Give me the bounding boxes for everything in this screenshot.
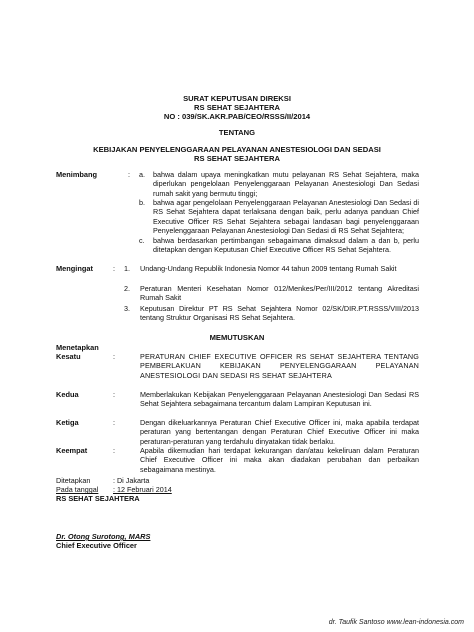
mengingat-item-1: Undang-Undang Republik Indonesia Nomor 44 tahun 2009 tentang Rumah Sakit bbox=[140, 264, 397, 273]
mengingat-marker-2: 2. bbox=[124, 284, 130, 293]
menimbang-item-a: bahwa dalam upaya meningkatkan mutu pelayanan RS Sehat Sejahtera, maka diperlukan pengelolaan Penyelenggaraan Pelayanan Anestesiologi Dan Sedasi rumah sakit yang bermutu tinggi; bbox=[153, 170, 419, 198]
kesatu-text: PERATURAN CHIEF EXECUTIVE OFFICER RS SEHAT SEJAHTERA TENTANG PEMBERLAKUAN KEBIJAKAN PENYELENGGARAAN PELAYANAN ANESTESIOLOGI DAN SEDASI RS SEHAT SEJAHTERA bbox=[140, 352, 419, 380]
signer-title: Chief Executive Officer bbox=[56, 541, 137, 550]
tentang-heading: TENTANG bbox=[218, 128, 256, 137]
menimbang-colon: : bbox=[128, 170, 130, 179]
memutuskan-heading: MEMUTUSKAN bbox=[209, 333, 265, 342]
ketiga-text: Dengan dikeluarkannya Peraturan Chief Executive Officer ini, maka apabila terdapat peraturan yang bertentangan dengan Peraturan Chief Executive Officer ini maka peraturan-peraturan yang terdahulu dinyatakan tidak berlaku. bbox=[140, 418, 419, 446]
kedua-text: Memberlakukan Kebijakan Penyelenggaraan Pelayanan Anestesiologi Dan Sedasi RS Sehat Sejahtera sebagaimana tercantum dalam Lampiran Keputusan ini. bbox=[140, 390, 419, 409]
closing-org: RS SEHAT SEJAHTERA bbox=[56, 494, 140, 503]
mengingat-item-3: Keputusan Direktur PT RS Sehat Sejahtera Nomor 02/SK/DIR.PT.RSSS/VIII/2013 tentang Struktur Organisasi RS Sehat Sejahtera. bbox=[140, 304, 419, 323]
letter-title: SURAT KEPUTUSAN DIREKSI bbox=[183, 94, 291, 103]
ditetapkan-value: : Di Jakarta bbox=[113, 476, 150, 485]
menetapkan-label: Menetapkan bbox=[56, 343, 99, 352]
mengingat-label: Mengingat bbox=[56, 264, 93, 273]
kedua-colon: : bbox=[113, 390, 115, 399]
subject-line-2: RS SEHAT SEJAHTERA bbox=[194, 154, 280, 163]
tanggal-label: Pada tanggal bbox=[56, 485, 99, 494]
kedua-label: Kedua bbox=[56, 390, 79, 399]
ketiga-colon: : bbox=[113, 418, 115, 427]
hospital-name: RS SEHAT SEJAHTERA bbox=[194, 103, 280, 112]
mengingat-colon: : bbox=[113, 264, 115, 273]
subject-line-1: KEBIJAKAN PENYELENGGARAAN PELAYANAN ANESTESIOLOGI DAN SEDASI bbox=[93, 145, 381, 154]
menimbang-marker-a: a. bbox=[139, 170, 145, 179]
signer-name: Dr. Otong Surotong, MARS bbox=[56, 532, 151, 541]
menimbang-marker-b: b. bbox=[139, 198, 145, 207]
menimbang-label: Menimbang bbox=[56, 170, 98, 179]
footer-credit: dr. Taufik Santoso www.lean-indonesia.com bbox=[328, 619, 464, 626]
mengingat-marker-3: 3. bbox=[124, 304, 130, 313]
mengingat-marker-1: 1. bbox=[124, 264, 130, 273]
mengingat-item-2: Peraturan Menteri Kesehatan Nomor 012/Menkes/Per/III/2012 tentang Akreditasi Rumah Sakit bbox=[140, 284, 419, 303]
ditetapkan-label: Ditetapkan bbox=[56, 476, 91, 485]
keempat-colon: : bbox=[113, 446, 115, 455]
keempat-label: Keempat bbox=[56, 446, 88, 455]
menimbang-item-c: bahwa berdasarkan pertimbangan sebagaimana dimaksud dalam a dan b, perlu ditetapkan dengan Keputusan Chief Executive Officer RS Sehat Sejahtera. bbox=[153, 236, 419, 255]
keempat-text: Apabila dikemudian hari terdapat kekurangan dan/atau kekeliruan dalam Peraturan Chief Executive Officer ini maka akan diadakan perubahan dan perbaikan sebagaimana mestinya. bbox=[140, 446, 419, 474]
tanggal-value: : 12 Februari 2014 bbox=[113, 485, 172, 494]
kesatu-colon: : bbox=[113, 352, 115, 361]
kesatu-label: Kesatu bbox=[56, 352, 81, 361]
decree-number: NO : 039/SK.AKR.PAB/CEO/RSSS/II/2014 bbox=[163, 112, 311, 121]
ketiga-label: Ketiga bbox=[56, 418, 79, 427]
menimbang-item-b: bahwa agar pengelolaan Penyelenggaraan Pelayanan Anestesiologi Dan Sedasi di RS Sehat Sejahtera dapat terlaksana dengan baik, perlu adanya panduan Chief Executive Officer RS Sehat Sejahtera sebagai landasan bagi penyelenggaraan Penyelenggaraan Pelayanan Anestesiologi Dan Sedasi di RS Sehat Sejahtera; bbox=[153, 198, 419, 235]
menimbang-marker-c: c. bbox=[139, 236, 145, 245]
